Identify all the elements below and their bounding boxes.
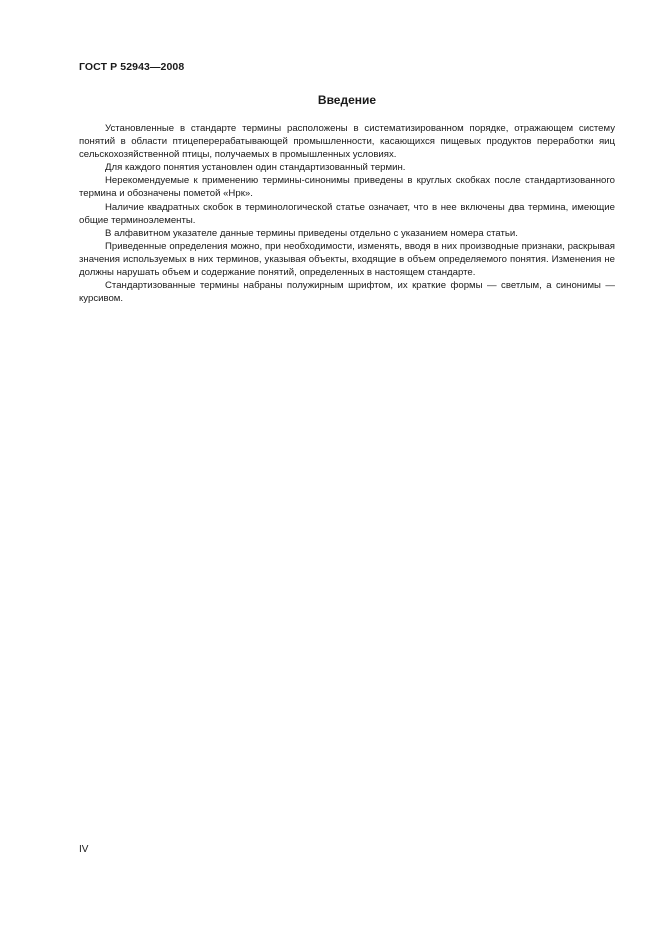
paragraph: Стандартизованные термины набраны полужирным шрифтом, их краткие формы — светлым, а синонимы — курсивом. bbox=[79, 280, 615, 305]
paragraph: Установленные в стандарте термины расположены в систематизированном порядке, отражающем систему понятий в области птицеперерабатывающей промышленности, касающихся пищевых продуктов переработки яиц сельскохозяйственной птицы, получаемых в промышленных условиях. bbox=[79, 123, 615, 161]
document-code: ГОСТ Р 52943—2008 bbox=[79, 61, 185, 73]
paragraph: Приведенные определения можно, при необходимости, изменять, вводя в них производные признаки, раскрывая значения используемых в них терминов, указывая объекты, входящие в объем определяемого понятия. Изменения не должны нарушать объем и содержание понятий, определенных в настоящем стандарте. bbox=[79, 240, 615, 279]
paragraph: Для каждого понятия установлен один стандартизованный термин. bbox=[105, 162, 406, 174]
page-number: IV bbox=[79, 844, 89, 855]
paragraph: Нерекомендуемые к применению термины-синонимы приведены в круглых скобках после стандартизованного термина и обозначены пометой «Нрк». bbox=[79, 175, 615, 200]
paragraph: Наличие квадратных скобок в терминологической статье означает, что в нее включены два термина, имеющие общие терминоэлементы. bbox=[79, 201, 615, 226]
section-title: Введение bbox=[317, 93, 377, 107]
intro-body bbox=[79, 122, 615, 305]
paragraph: В алфавитном указателе данные термины приведены отдельно с указанием номера статьи. bbox=[105, 227, 518, 239]
